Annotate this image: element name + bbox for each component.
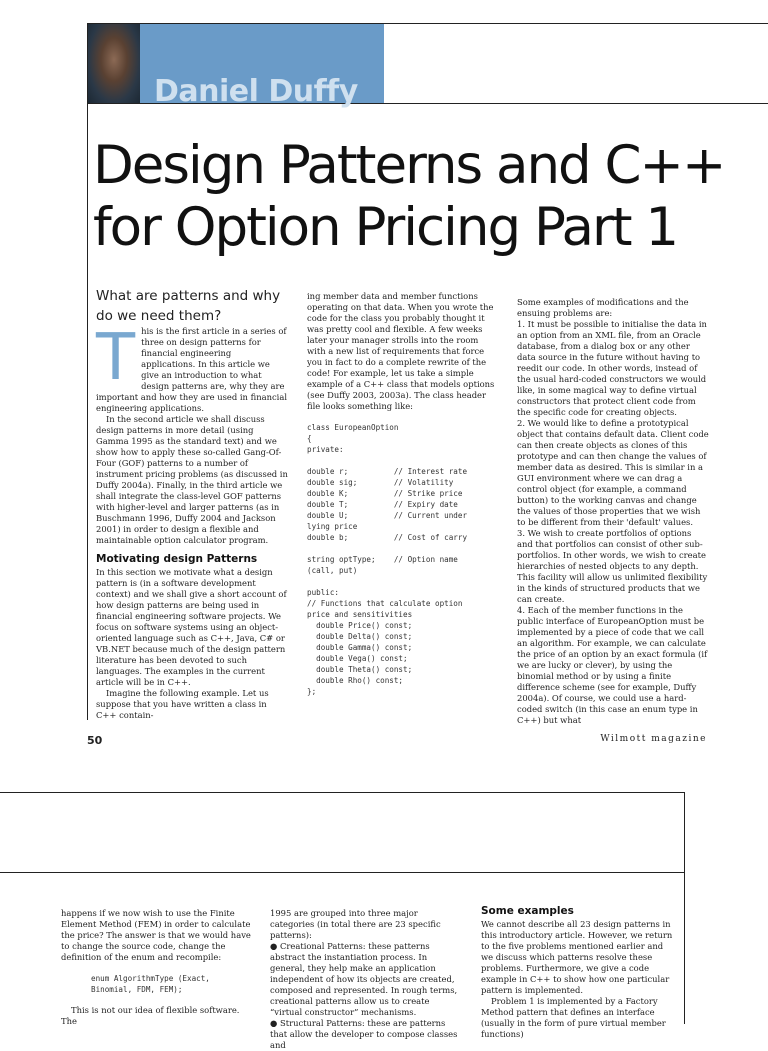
intro-text: his is the first article in a series of three on design patterns for financial engineering applications. In this article we give an introduction to what design patterns are, why they are important and how they are used in financial engineering applications. [96, 326, 288, 413]
title-line-2: for Option Pricing Part 1 [93, 197, 678, 258]
list-item: 2. We would like to define a prototypical object that contains default data. Client code can then create objects as clones of this prototype and can then change the values of member data as desired. This is similar in a GUI environment where we can drag a control object (for example, a command button) to the working canvas and change the values of those properties that we wish to be different from their 'default' values. [517, 418, 709, 527]
page-2-header [0, 792, 685, 873]
page-2-column-2 [270, 908, 462, 1051]
page-2-column-1 [61, 908, 253, 1027]
paragraph: In this section we motivate what a design pattern is (in a software development context) and we shall give a short account of how design patterns are being used in financial engineering software projects. We focus on software systems using an object-oriented language such as C++, Java, C# or VB.NET because much of the design pattern literature has been devoted to such languages. The examples in the current article will be in C++. [96, 567, 287, 687]
paragraph: Imagine the following example. Let us suppose that you have written a class in C++ contain- [96, 688, 269, 720]
code-listing: class EuropeanOption { private: double r; // Interest rate double sig; // Volatility double K; // Strike price double T; // Expiry date double U; // Current under lying price double b; // Cost of carry string optType; // Option name (call, put) public: // Functions that calculate option price and sensitivities double Price() const; double Delta() const; double Gamma() const; double Vega() const; double Theta() const; double Rho() const; }; [307, 423, 468, 696]
left-rule [87, 104, 88, 720]
list-item: 4. Each of the member functions in the public interface of EuropeanOption must be implemented by a piece of code that we call an algorithm. For example, we can calculate the price of an option by an exact formula (if we are lucky or clever), by using the binomial method or by using a finite difference scheme (see for example, Duffy 2004a). Of course, we could use a hard-coded switch (in this case an enum type in C++) but what [517, 605, 708, 725]
drop-cap: T [96, 321, 136, 395]
author-photo [88, 24, 140, 103]
paragraph: In the second article we shall discuss design patterns in more detail (using Gamma 1995 as the standard text) and we show how to apply these so-called Gang-Of-Four (GOF) patterns to a number of instrument pricing problems (as discussed in Duffy 2004a). Finally, in the third article we shall integrate the class-level GOF patterns with higher-level and larger patterns (as in Buschmann 1996, Duffy 2004 and Jackson 2001) in order to design a flexible and maintainable option calculator program. [96, 414, 288, 545]
paragraph: Some examples of modifications and the ensuing problems are: [517, 297, 689, 318]
paragraph: ing member data and member functions operating on that data. When you wrote the code for the class you probably thought it was pretty cool and flexible. A few weeks later your manager strolls into the room with a new list of requirements that force you in fact to do a complete rewrite of the code! For example, let us take a simple example of a C++ class that models options (see Duffy 2003, 2003a). The class header file looks something like: [307, 291, 495, 411]
code-listing: enum AlgorithmType (Exact, Binomial, FDM, FEM); [91, 974, 210, 994]
magazine-name: Wilmott magazine [600, 734, 707, 744]
column-3 [517, 297, 709, 726]
column-2 [307, 291, 499, 707]
right-rule [684, 873, 685, 1024]
section-heading: Some examples [481, 905, 574, 917]
article-header [87, 23, 768, 109]
title-line-1: Design Patterns and C++ [93, 135, 725, 196]
list-item: 1. It must be possible to initialise the data in an option from an XML file, from an Oracle database, from a dialog box or any other data source in the future without having to reedit our code. In other words, instead of the usual hard-coded constructors we would like, in some magical way to define virtual constructors that protect client code from the specific code for creating objects. [517, 319, 707, 417]
author-name: Daniel Duffy [154, 74, 358, 109]
article-subtitle: What are patterns and why do we need them? [96, 288, 281, 324]
list-item: ● Creational Patterns: these patterns abstract the instantiation process. In general, they help make an application independent of how its objects are created, composed and represented. In rough terms, creational patterns allow us to create “virtual constructor” mechanisms. [270, 941, 458, 1017]
paragraph: We cannot describe all 23 design patterns in this introductory article. However, we return to the five problems mentioned earlier and we discuss which patterns resolve these problems. Furthermore, we give a code example in C++ to show how one particular pattern is implemented. [481, 919, 673, 995]
list-item: ● Structural Patterns: these are patterns that allow the developer to compose classes and [270, 1018, 458, 1050]
paragraph: happens if we now wish to use the Finite Element Method (FEM) in order to calculate the price? The answer is that we would have to change the source code, change the definition of the enum and recompile: [61, 908, 251, 962]
paragraph: This is not our idea of flexible software. The [61, 1005, 240, 1026]
article-title [93, 135, 753, 259]
page-number: 50 [87, 734, 103, 747]
section-heading: Motivating design Patterns [96, 553, 258, 565]
paragraph: Problem 1 is implemented by a Factory Method pattern that defines an interface (usually in the form of pure virtual member functions) [481, 996, 666, 1039]
list-item: 3. We wish to create portfolios of options and that portfolios can consist of other sub-portfolios. In other words, we wish to create hierarchies of nested objects to any depth. This facility will allow us unlimited flexibility in the kinds of structured products that we can create. [517, 528, 708, 604]
column-1 [96, 286, 288, 721]
paragraph: 1995 are grouped into three major categories (in total there are 23 specific patterns): [270, 908, 441, 940]
page-2-column-3 [481, 906, 673, 1040]
intro-paragraph [96, 321, 288, 414]
author-banner [88, 24, 384, 109]
